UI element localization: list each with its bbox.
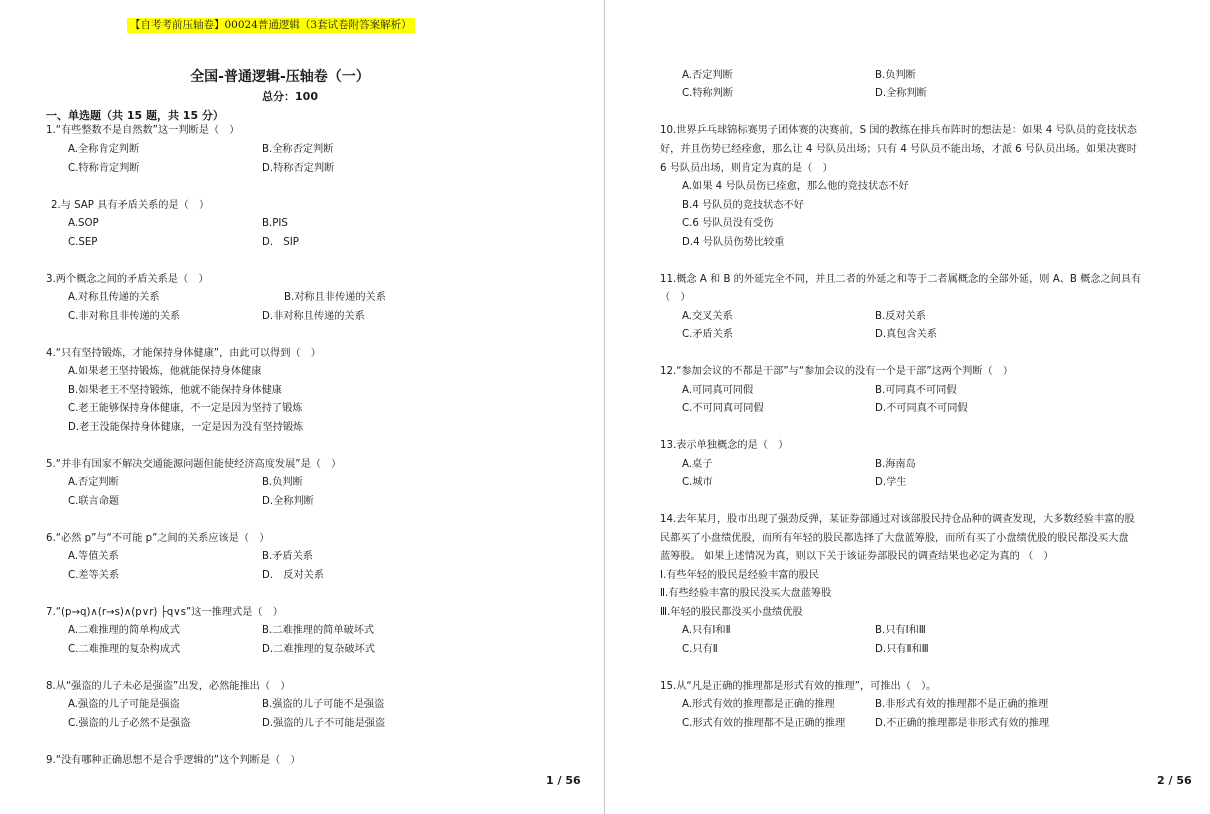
- question-stem: 7.“(p→q)∧(r→s)∧(p∨r) ├q∨s”这一推理式是（ ）: [46, 607, 283, 618]
- statement-3: Ⅲ.年轻的股民都没买小盘绩优股: [660, 607, 803, 618]
- option-a: A.交叉关系: [682, 311, 733, 322]
- option-b: B.非形式有效的推理都不是正确的推理: [875, 699, 1049, 710]
- option-d: D.老王没能保持身体健康，一定是因为没有坚持锻炼: [68, 422, 304, 433]
- option-a: A.等值关系: [68, 551, 119, 562]
- document-page-1: [0, 0, 604, 814]
- option-a: A.否定判断: [68, 477, 119, 488]
- option-a: A.可同真可同假: [682, 385, 754, 396]
- question-stem: 好，并且伤势已经痊愈，那么让 4 号队员出场；只有 4 号队员不能出场，才派 6 号队员出场。如果决赛时: [660, 144, 1137, 155]
- page-divider: [604, 0, 605, 814]
- question-stem: 11.概念 A 和 B 的外延完全不同，并且二者的外延之和等于二者属概念的全部外延，则 A、B 概念之间具有: [660, 274, 1142, 285]
- question-stem: 10.世界乒乓球锦标赛男子团体赛的决赛前，S 国的教练在排兵布阵时的想法是：如果 4 号队员的竞技状态: [660, 125, 1137, 136]
- option-c: C.形式有效的推理都不是正确的推理: [682, 718, 846, 729]
- question-stem: 民都买了小盘绩优股，而所有年轻的股民都选择了大盘蓝筹股，而所有买了小盘绩优股的股民都没买大盘: [660, 533, 1129, 544]
- option-c: C.二难推理的复杂构成式: [68, 644, 181, 655]
- question-stem: 4.“只有坚持锻炼，才能保持身体健康”，由此可以得到（ ）: [46, 348, 321, 359]
- option-d: D.特称否定判断: [262, 163, 335, 174]
- option-b: B.二难推理的简单破坏式: [262, 625, 375, 636]
- page-number: 1 / 56: [546, 774, 581, 787]
- option-c: C.矛盾关系: [682, 329, 734, 340]
- option-a: A.对称且传递的关系: [68, 292, 160, 303]
- option-d: D.不可同真不可同假: [875, 403, 968, 414]
- option-c: C.城市: [682, 477, 713, 488]
- option-d: D.真包含关系: [875, 329, 938, 340]
- question-stem: 15.从“凡是正确的推理都是形式有效的推理”，可推出（ ）。: [660, 681, 937, 692]
- option-b: B.反对关系: [875, 311, 926, 322]
- option-d: D.4 号队员伤势比较重: [682, 237, 785, 248]
- option-d: D.学生: [875, 477, 907, 488]
- option-b: B.负判断: [262, 477, 303, 488]
- option-d: D.全称判断: [262, 496, 314, 507]
- option-a: A.形式有效的推理都是正确的推理: [682, 699, 835, 710]
- option-a: A.二难推理的简单构成式: [68, 625, 180, 636]
- option-a: A.如果 4 号队员伤已痊愈，那么他的竞技状态不好: [682, 181, 909, 192]
- question-stem: 2.与 SAP 具有矛盾关系的是（ ）: [51, 200, 210, 211]
- option-d: D. SIP: [262, 237, 299, 248]
- option-b: B.PIS: [262, 218, 288, 229]
- option-c: C.6 号队员没有受伤: [682, 218, 774, 229]
- option-c: C.联言命题: [68, 496, 120, 507]
- option-c: C.非对称且非传递的关系: [68, 311, 181, 322]
- statement-2: Ⅱ.有些经验丰富的股民没买大盘蓝筹股: [660, 588, 832, 599]
- option-d: D.全称判断: [875, 88, 927, 99]
- option-a: A.强盗的儿子可能是强盗: [68, 699, 180, 710]
- option-d: D.只有Ⅱ和Ⅲ: [875, 644, 929, 655]
- option-c: C.强盗的儿子必然不是强盗: [68, 718, 191, 729]
- question-stem: 蓝筹股。 如果上述情况为真，则以下关于该证券部股民的调查结果也必定为真的 （ ）: [660, 551, 1054, 562]
- question-stem: 6 号队员出场，则肯定为真的是（ ）: [660, 163, 833, 174]
- option-c: C.特称肯定判断: [68, 163, 140, 174]
- document-banner: 【自考考前压轴卷】00024普通逻辑（3套试卷附答案解析）: [127, 18, 415, 33]
- option-c: C.不可同真可同假: [682, 403, 764, 414]
- question-stem: 14.去年某月，股市出现了强劲反弹，某证券部通过对该部股民持仓品种的调查发现，大多数经验丰富的股: [660, 514, 1135, 525]
- document-page-2: [606, 0, 1210, 814]
- option-b: B.负判断: [875, 70, 916, 81]
- page-number: 2 / 56: [1157, 774, 1192, 787]
- statement-1: Ⅰ.有些年轻的股民是经验丰富的股民: [660, 570, 820, 581]
- option-d: D.强盗的儿子不可能是强盗: [262, 718, 386, 729]
- option-b: B.全称否定判断: [262, 144, 334, 155]
- option-b: B.只有Ⅰ和Ⅲ: [875, 625, 926, 636]
- option-c: C.差等关系: [68, 570, 120, 581]
- option-a: A.桌子: [682, 459, 713, 470]
- option-b: B.对称且非传递的关系: [284, 292, 386, 303]
- option-a: A.SOP: [68, 218, 99, 229]
- option-c: C.特称判断: [682, 88, 734, 99]
- option-d: D.二难推理的复杂破坏式: [262, 644, 375, 655]
- question-stem: 5.“并非有国家不解决交通能源问题但能使经济高度发展”是（ ）: [46, 459, 342, 470]
- section-heading: 一、单选题（共 15 题，共 15 分）: [46, 109, 224, 122]
- option-b: B.4 号队员的竞技状态不好: [682, 200, 804, 211]
- option-c: C.SEP: [68, 237, 98, 248]
- option-a: A.只有Ⅰ和Ⅱ: [682, 625, 731, 636]
- option-b: B.可同真不可同假: [875, 385, 957, 396]
- option-b: B.如果老王不坚持锻炼，他就不能保持身体健康: [68, 385, 282, 396]
- option-d: D.不正确的推理都是非形式有效的推理: [875, 718, 1050, 729]
- question-stem: （ ）: [660, 292, 691, 303]
- paper-total-score: 总分：100: [262, 90, 318, 103]
- option-a: A.否定判断: [682, 70, 733, 81]
- option-d: D.非对称且传递的关系: [262, 311, 365, 322]
- question-stem: 9.“没有哪种正确思想不是合乎逻辑的”这个判断是（ ）: [46, 755, 301, 766]
- option-c: C.只有Ⅱ: [682, 644, 718, 655]
- question-stem: 13.表示单独概念的是（ ）: [660, 440, 789, 451]
- option-b: B.矛盾关系: [262, 551, 313, 562]
- question-stem: 6.“必然 p”与“不可能 p”之间的关系应该是（ ）: [46, 533, 270, 544]
- question-stem: 8.从“强盗的儿子未必是强盗”出发，必然能推出（ ）: [46, 681, 291, 692]
- question-stem: 3.两个概念之间的矛盾关系是（ ）: [46, 274, 209, 285]
- paper-title: 全国-普通逻辑-压轴卷（一）: [190, 69, 370, 85]
- option-c: C.老王能够保持身体健康，不一定是因为坚持了锻炼: [68, 403, 303, 414]
- option-d: D. 反对关系: [262, 570, 325, 581]
- option-b: B.海南岛: [875, 459, 916, 470]
- option-a: A.如果老王坚持锻炼，他就能保持身体健康: [68, 366, 262, 377]
- option-b: B.强盗的儿子可能不是强盗: [262, 699, 385, 710]
- question-stem: 12.“参加会议的不都是干部”与“参加会议的没有一个是干部”这两个判断（ ）: [660, 366, 1014, 377]
- question-stem: 1.“有些整数不是自然数”这一判断是（ ）: [46, 125, 240, 136]
- option-a: A.全称肯定判断: [68, 144, 140, 155]
